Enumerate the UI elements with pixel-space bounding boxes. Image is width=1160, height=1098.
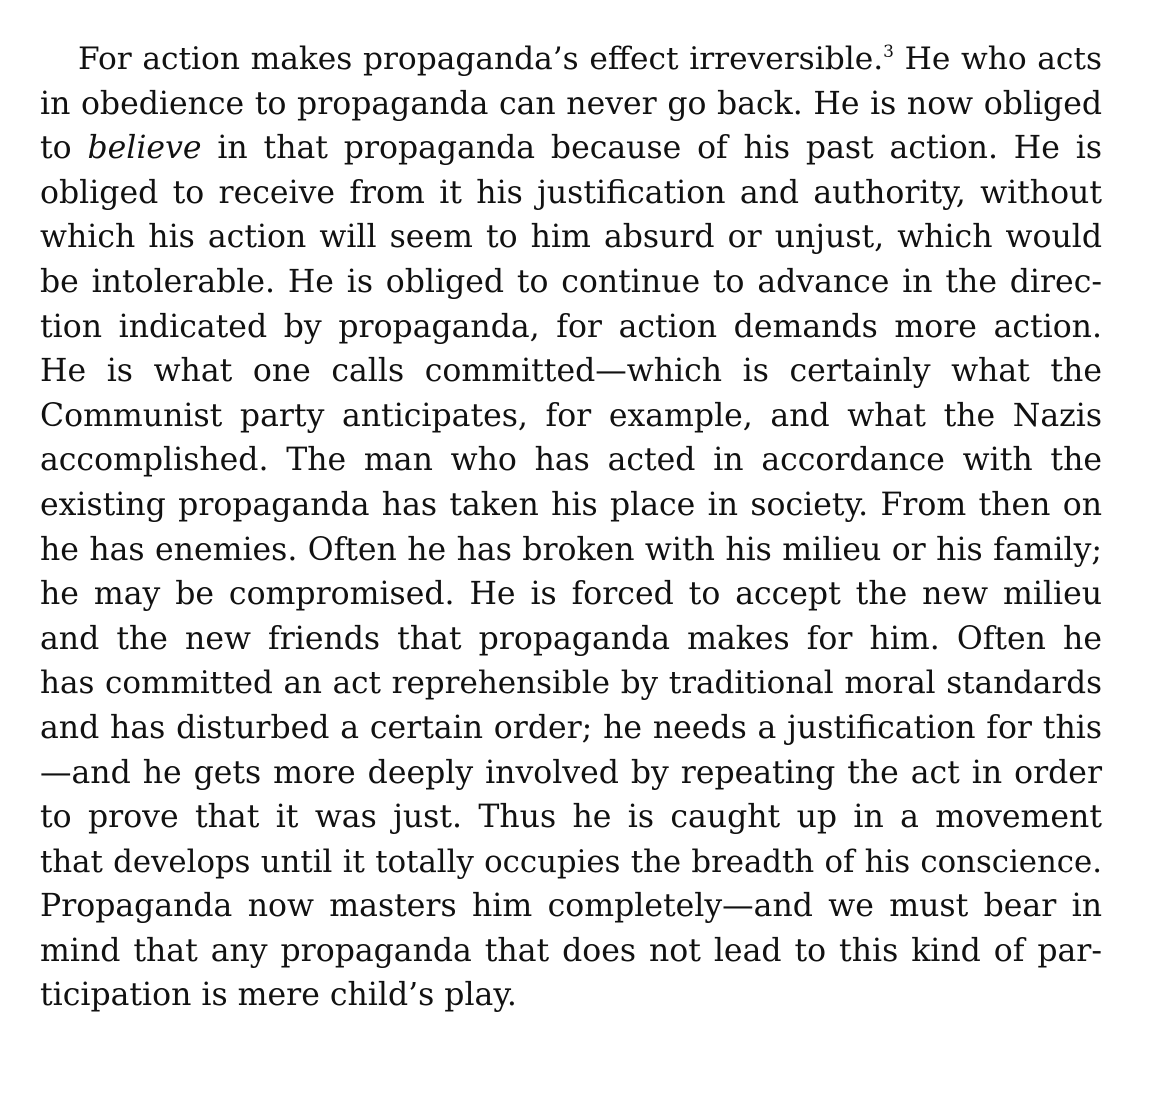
text-line: accomplished. The man who has acted in accordance with the	[40, 442, 1102, 479]
text-line: which his action will seem to him absurd or unjust, which would	[40, 219, 1102, 256]
text-line: Propaganda now masters him completely—and we must bear in	[40, 888, 1102, 925]
text-line: —and he gets more deeply involved by repeating the act in order	[40, 754, 1102, 791]
line-segment: He who acts	[893, 41, 1102, 77]
text-line: He is what one calls committed—which is certainly what the	[40, 353, 1102, 390]
text-line: in obedience to propaganda can never go back. He is now obliged	[40, 85, 1102, 122]
text-line: to prove that it was just. Thus he is caught up in a movement	[40, 799, 1102, 836]
body-paragraph	[40, 37, 1102, 1018]
emphasized-word: believe	[87, 130, 202, 167]
text-line: that develops until it totally occupies the breadth of his conscience.	[40, 843, 1102, 880]
line-segment: in that propaganda because of his past action. He is	[201, 130, 1102, 167]
text-line: he may be compromised. He is forced to accept the new milieu	[40, 576, 1102, 613]
text-line: Communist party anticipates, for example, and what the Nazis	[40, 397, 1102, 434]
text-line	[40, 37, 1102, 82]
text-line: tion indicated by propaganda, for action demands more action.	[40, 308, 1102, 345]
text-line: ticipation is mere child’s play.	[40, 977, 517, 1014]
line-segment: to	[40, 130, 88, 167]
line-segment: For action makes propaganda’s effect irreversible.	[78, 41, 884, 77]
text-line: and the new friends that propaganda makes for him. Often he	[40, 620, 1102, 657]
text-line: and has disturbed a certain order; he needs a justification for this	[40, 709, 1102, 746]
text-line: be intolerable. He is obliged to continue to advance in the direc-	[40, 263, 1102, 300]
text-line: mind that any propaganda that does not lead to this kind of par-	[40, 932, 1102, 969]
text-line: he has enemies. Often he has broken with his milieu or his family;	[40, 531, 1102, 568]
text-line: existing propaganda has taken his place in society. From then on	[40, 486, 1102, 523]
text-line	[40, 126, 1102, 171]
text-line: obliged to receive from it his justification and authority, without	[40, 174, 1102, 211]
footnote-marker[interactable]: 3	[883, 42, 894, 62]
text-line: has committed an act reprehensible by traditional moral standards	[40, 665, 1102, 702]
